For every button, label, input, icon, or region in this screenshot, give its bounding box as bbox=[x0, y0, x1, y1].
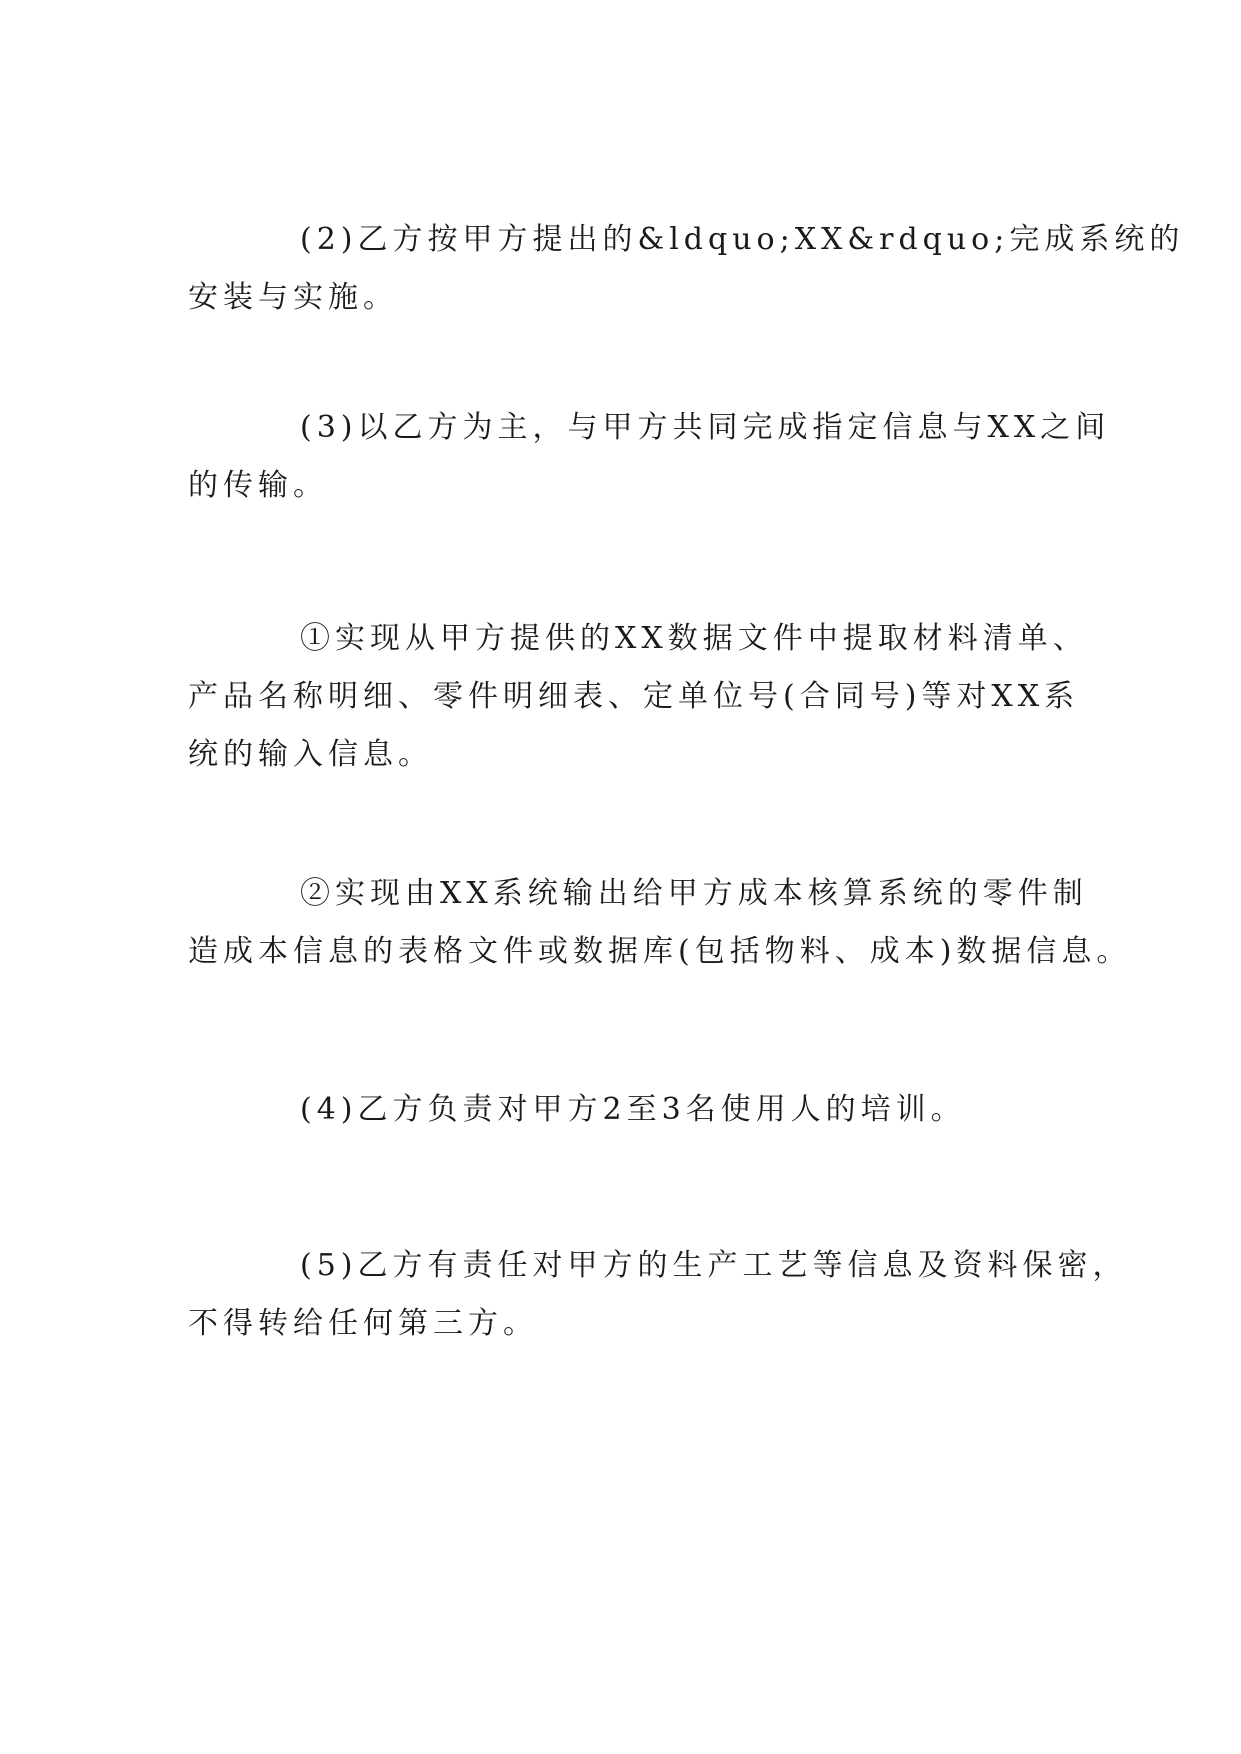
paragraph-item-4 bbox=[188, 1081, 1058, 1139]
paragraph-line: 造成本信息的表格文件或数据库(包括物料、成本)数据信息。 bbox=[188, 934, 1132, 969]
paragraph-item-5 bbox=[188, 1237, 1128, 1353]
paragraph-line: ①实现从甲方提供的XX数据文件中提取材料清单、 bbox=[300, 621, 1088, 656]
paragraph-line: (5)乙方有责任对甲方的生产工艺等信息及资料保密， bbox=[300, 1248, 1128, 1283]
paragraph-item-3 bbox=[188, 399, 1111, 515]
paragraph-subitem-1 bbox=[188, 610, 1088, 784]
paragraph-line: 统的输入信息。 bbox=[188, 737, 433, 772]
paragraph-line: (4)乙方负责对甲方2至3名使用人的培训。 bbox=[300, 1092, 966, 1127]
paragraph-item-2 bbox=[188, 211, 1185, 327]
paragraph-line: (2)乙方按甲方提出的&ldquo;XX&rdquo;完成系统的 bbox=[300, 222, 1185, 257]
paragraph-line: (3)以乙方为主，与甲方共同完成指定信息与XX之间 bbox=[300, 410, 1111, 445]
paragraph-line: 的传输。 bbox=[188, 468, 328, 503]
paragraph-line: ②实现由XX系统输出给甲方成本核算系统的零件制 bbox=[300, 876, 1088, 911]
paragraph-line: 安装与实施。 bbox=[188, 280, 398, 315]
paragraph-line: 产品名称明细、零件明细表、定单位号(合同号)等对XX系 bbox=[188, 679, 1080, 714]
paragraph-line: 不得转给任何第三方。 bbox=[188, 1306, 538, 1341]
paragraph-subitem-2 bbox=[188, 865, 1132, 981]
